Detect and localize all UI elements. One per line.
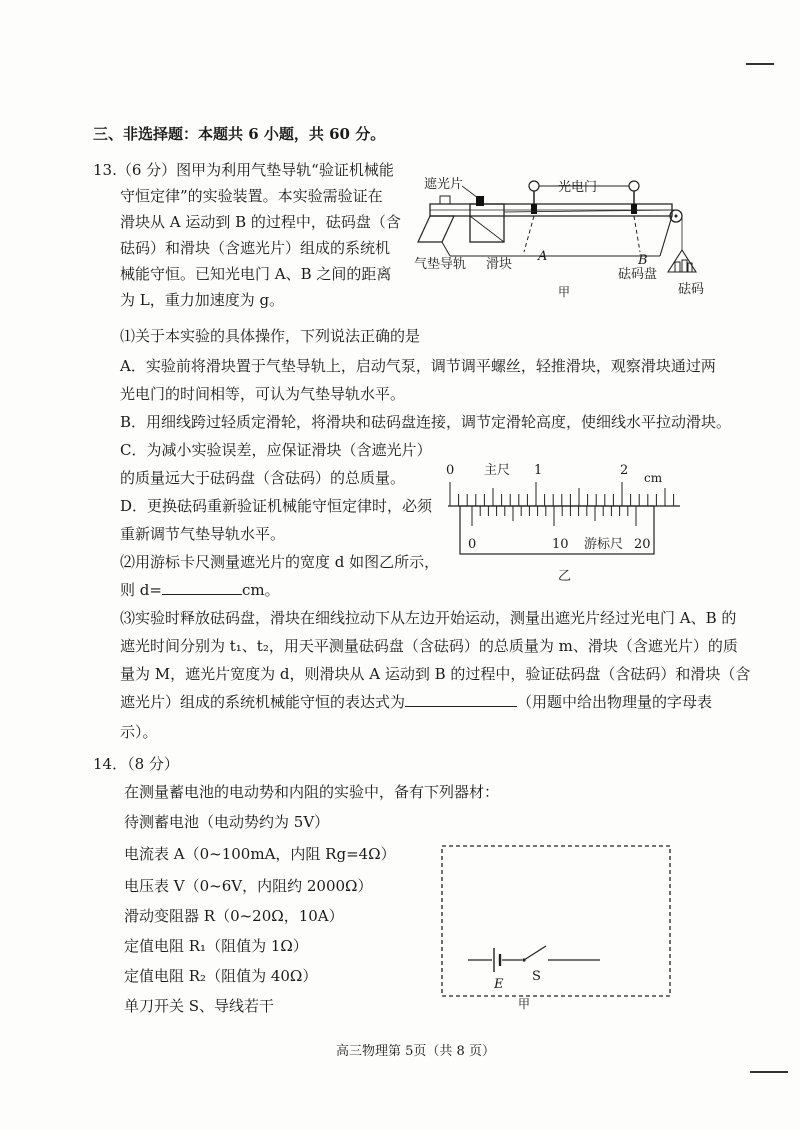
q14-line: 定值电阻 R₂（阻值为 40Ω） xyxy=(124,967,318,985)
answer-suffix: cm。 xyxy=(241,581,280,599)
option-a-line1: A．实验前将滑块置于气垫导轨上，启动气泵，调节调平螺丝，轻推滑块，观察滑块通过两 xyxy=(120,357,716,375)
label-e: E xyxy=(494,977,504,992)
q13-part1-prompt: ⑴关于本实验的具体操作，下列说法正确的是 xyxy=(120,327,421,345)
circuit-diagram xyxy=(436,842,676,1012)
caption-yi: 乙 xyxy=(558,569,572,584)
vernier-tick-label: 20 xyxy=(634,537,651,552)
label-b: B xyxy=(638,253,648,268)
label-pan: 砝码盘 xyxy=(618,267,658,282)
right-support-leg xyxy=(660,216,672,256)
label-s: S xyxy=(532,969,541,984)
q13-intro-line: 13.（6 分）图甲为利用气垫导轨“验证机械能 xyxy=(93,161,394,179)
q14-line: 单刀开关 S、导线若干 xyxy=(124,997,275,1015)
left-stop xyxy=(440,196,450,204)
label-shade: 遮光片 xyxy=(424,177,464,192)
vernier-tick-label: 10 xyxy=(552,537,569,552)
option-c-line1: C．为减小实验误差，应保证滑块（含遮光片） xyxy=(120,441,432,459)
q13-part3-line: ⑶实验时释放砝码盘，滑块在细线拉动下从左边开始运动，测量出遮光片经过光电门 A、B 的 xyxy=(120,609,737,627)
leader-shade xyxy=(462,186,478,198)
q13-part3-line: 量为 M，遮光片宽度为 d，则滑块从 A 运动到 B 的过程中，验证砝码盘（含砝码）和滑块（含 xyxy=(120,665,751,683)
q13-intro-line: 滑块从 A 运动到 B 的过程中，砝码盘（含 xyxy=(120,213,401,231)
main-tick-label: 2 xyxy=(620,463,629,478)
q14-number: 14．（8 分） xyxy=(93,755,179,773)
q13-part2-line: ⑵用游标卡尺测量遮光片的宽度 d 如图乙所示， xyxy=(120,553,440,571)
q13-part2-answer xyxy=(120,580,280,600)
gate-b-sensor xyxy=(631,204,637,214)
q14-line: 电流表 A（0~100mA，内阻 Rg=4Ω） xyxy=(124,845,396,863)
circuit-dashed-box xyxy=(442,846,670,996)
label-gate: 光电门 xyxy=(558,180,598,195)
vernier-tick-label: 0 xyxy=(468,537,477,552)
weight-1 xyxy=(675,262,680,272)
option-b: B．用细线跨过轻质定滑轮，将滑块和砝码盘连接，调节定滑轮高度，使细线水平拉动滑块。 xyxy=(120,413,732,431)
main-tick-label: 1 xyxy=(534,463,543,478)
q13-intro-line: 械能守恒。已知光电门 A、B 之间的距离 xyxy=(120,265,392,283)
page-footer: 高三物理第 5页（共 8 页） xyxy=(336,1044,495,1059)
main-tick-label: 0 xyxy=(446,463,455,478)
unit-label: cm xyxy=(644,471,663,485)
vernier-caliper xyxy=(430,456,700,586)
gate-b-head xyxy=(629,181,639,191)
pulley-axle xyxy=(675,215,678,218)
label-a: A xyxy=(538,249,548,264)
label-weights: 砝码 xyxy=(678,282,705,297)
q13-intro-line: 砝码）和滑块（含遮光片）组成的系统机 xyxy=(120,239,391,257)
q13-part3-blank-line xyxy=(120,692,712,712)
main-scale-label: 主尺 xyxy=(484,463,511,478)
answer-prefix: 则 d= xyxy=(120,581,162,599)
gate-a-head xyxy=(529,181,539,191)
answer-blank-d[interactable] xyxy=(162,580,242,595)
q13-part3-end: 示）。 xyxy=(120,723,158,741)
q14-line: 电压表 V（0~6V，内阻约 2000Ω） xyxy=(124,877,373,895)
caption-jia: 甲 xyxy=(558,285,571,299)
gate-b-dash xyxy=(634,216,640,252)
label-rail: 气垫导轨 xyxy=(414,257,467,272)
label-slider: 滑块 xyxy=(486,257,513,272)
option-d-line1: D．更换砝码重新验证机械能守恒定律时，必须 xyxy=(120,497,433,515)
q13-intro-line: 为 L，重力加速度为 g。 xyxy=(120,291,285,309)
q14-line: 待测蓄电池（电动势约为 5V） xyxy=(124,813,330,831)
q14-line: 滑动变阻器 R（0~20Ω，10A） xyxy=(124,907,344,925)
caption-circuit: 甲 xyxy=(518,997,531,1011)
left-support-base xyxy=(442,242,450,256)
option-a-line2: 光电门的时间相等，可认为气垫导轨水平。 xyxy=(120,385,406,403)
q13-intro-line: 守恒定律”的实验装置。本实验需验证在 xyxy=(120,187,383,205)
blank-suffix: （用题中给出物理量的字母表 xyxy=(517,693,713,711)
left-support xyxy=(418,216,454,242)
main-scale-ticks xyxy=(450,482,674,506)
q14-line: 在测量蓄电池的电动势和内阻的实验中，备有下列器材： xyxy=(124,783,500,801)
slider-detail xyxy=(470,216,504,242)
option-c-line2: 的质量远大于砝码盘（含砝码）的总质量。 xyxy=(120,469,406,487)
vernier-scale-label: 游标尺 xyxy=(584,537,624,552)
switch-blade xyxy=(524,946,546,960)
air-track-diagram xyxy=(410,168,720,308)
option-d-line2: 重新调节气垫导轨水平。 xyxy=(120,525,286,543)
vernier-scale-ticks xyxy=(472,506,636,526)
gate-a-dash xyxy=(524,216,534,252)
weight-2 xyxy=(682,260,687,272)
section-heading: 三、非选择题：本题共 6 小题，共 60 分。 xyxy=(93,125,386,143)
q13-part3-line: 遮光时间分别为 t₁、t₂，用天平测量砝码盘（含砝码）的总质量为 m、滑块（含遮光片）的质 xyxy=(120,637,738,655)
gate-a-sensor xyxy=(531,204,537,214)
blank-prefix: 遮光片）组成的系统机械能守恒的表达式为 xyxy=(120,693,406,711)
q14-line: 定值电阻 R₁（阻值为 1Ω） xyxy=(124,937,308,955)
answer-blank-expression[interactable] xyxy=(405,692,517,707)
margin-mark-top xyxy=(746,63,774,65)
margin-mark-bottom xyxy=(750,1071,788,1073)
